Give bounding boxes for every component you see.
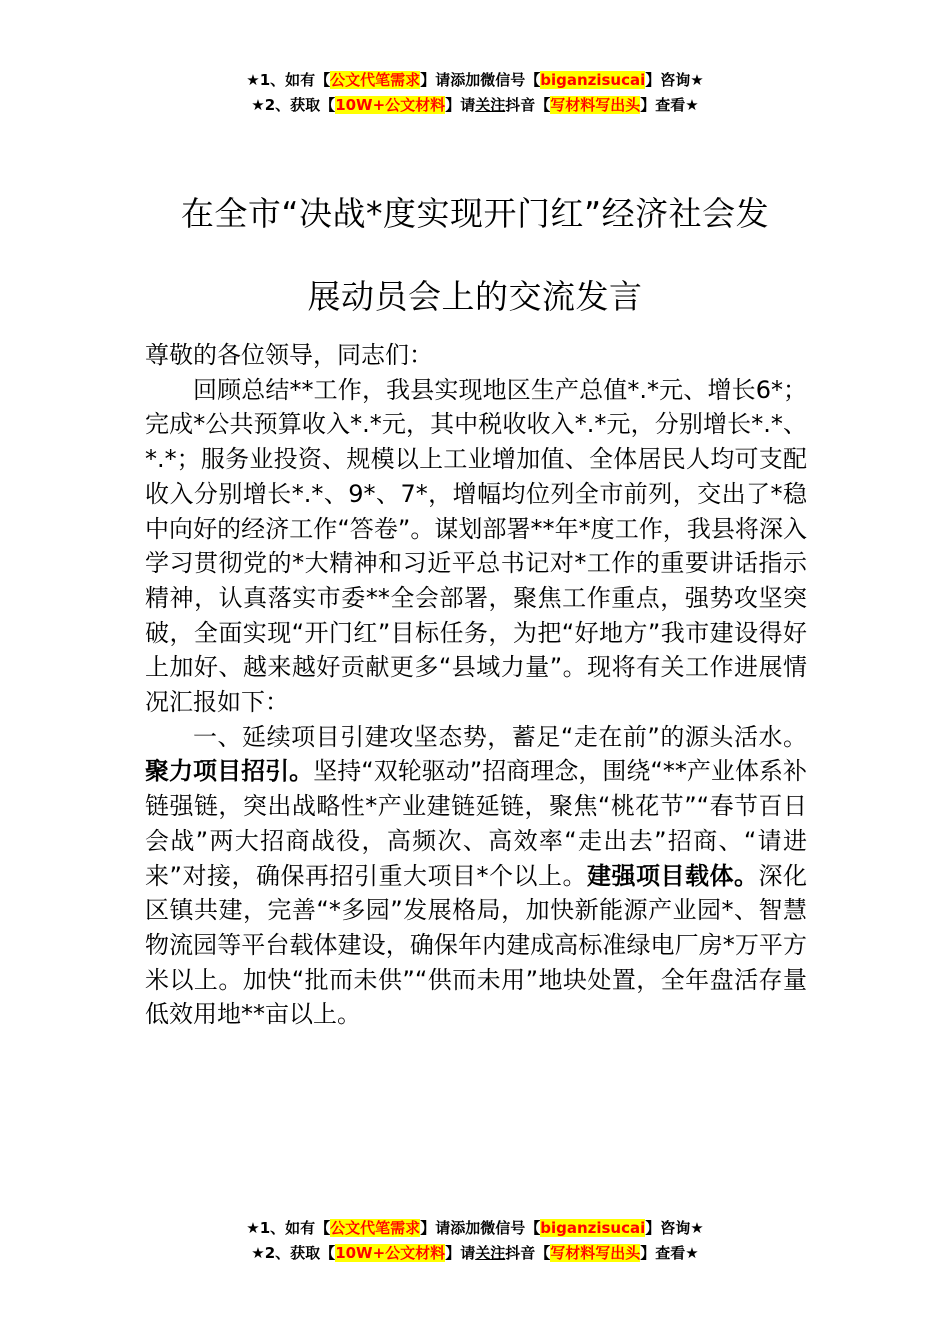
title-line-2: 展动员会上的交流发言	[307, 277, 643, 316]
highlight-wechat-id: biganzisucai	[540, 1219, 646, 1237]
title-line-1: 在全市“决战*度实现开门红”经济社会发	[180, 194, 770, 233]
paragraph-review: 回顾总结**工作，我县实现地区生产总值*.*元、增长6*；完成*公共预算收入*.*元，其中税收收入*.*元，分别增长*.*、*.*；服务业投资、规模以上工业增加值、全体居民人均可支配收入分别增长*.*、9*、7*，增幅均位列全市前列，交出了*稳中向好的经济工作“答卷”。谋划部署**年*度工作，我县将深入学习贯彻党的*大精神和习近平总书记对*工作的重要讲话指示精神，认真落实市委**全会部署，聚焦工作重点，强势攻坚突破，全面实现“开门红”目标任务，为把“好地方”我市建设得好上加好、越来越好贡献更多“县域力量”。现将有关工作进展情况汇报如下：	[145, 375, 807, 717]
highlight-douyin-account: 写材料写出头	[550, 1244, 641, 1262]
highlight-douyin-account: 写材料写出头	[550, 96, 641, 114]
highlight-ghostwriting: 公文代笔需求	[330, 71, 421, 89]
underline-follow: 关注	[475, 96, 506, 114]
highlight-materials: 10W+公文材料	[335, 1244, 446, 1262]
banner-line-2: ★2、获取【10W+公文材料】请关注抖音【写材料写出头】查看★	[251, 1244, 699, 1262]
section-heading: 一、延续项目引建攻坚态势，蓄足“走在前”的源头活水。	[193, 722, 807, 751]
highlight-ghostwriting: 公文代笔需求	[330, 1219, 421, 1237]
highlight-materials: 10W+公文材料	[335, 96, 446, 114]
banner-line-1: ★1、如有【公文代笔需求】请添加微信号【biganzisucai】咨询★	[246, 1219, 704, 1237]
top-banner	[0, 68, 950, 118]
paragraph-projects: 一、延续项目引建攻坚态势，蓄足“走在前”的源头活水。聚力项目招引。坚持“双轮驱动”招商理念，围绕“**产业体系补链强链，突出战略性*产业建链延链，聚焦“桃花节”“春节百日会战”两大招商战役，高频次、高效率“走出去”招商、“请进来”对接，确保再招引重大项目*个以上。建强项目载体。深化区镇共建，完善“*多园”发展格局，加快新能源产业园*、智慧物流园等平台载体建设，确保年内建成高标准绿电厂房*万平方米以上。加快“批而未供”“供而未用”地块处置，全年盘活存量低效用地**亩以上。	[145, 722, 808, 1029]
bold-item-2: 建强项目载体。	[586, 861, 759, 890]
banner-line-1: ★1、如有【公文代笔需求】请添加微信号【biganzisucai】咨询★	[246, 71, 704, 89]
bold-item-1: 聚力项目招引。	[145, 757, 314, 786]
highlight-wechat-id: biganzisucai	[540, 71, 646, 89]
bottom-banner	[0, 1216, 950, 1266]
document-title	[140, 172, 810, 338]
salutation: 尊敬的各位领导，同志们：	[145, 341, 433, 369]
underline-follow: 关注	[475, 1244, 506, 1262]
document-body	[145, 338, 807, 1032]
banner-line-2: ★2、获取【10W+公文材料】请关注抖音【写材料写出头】查看★	[251, 96, 699, 114]
